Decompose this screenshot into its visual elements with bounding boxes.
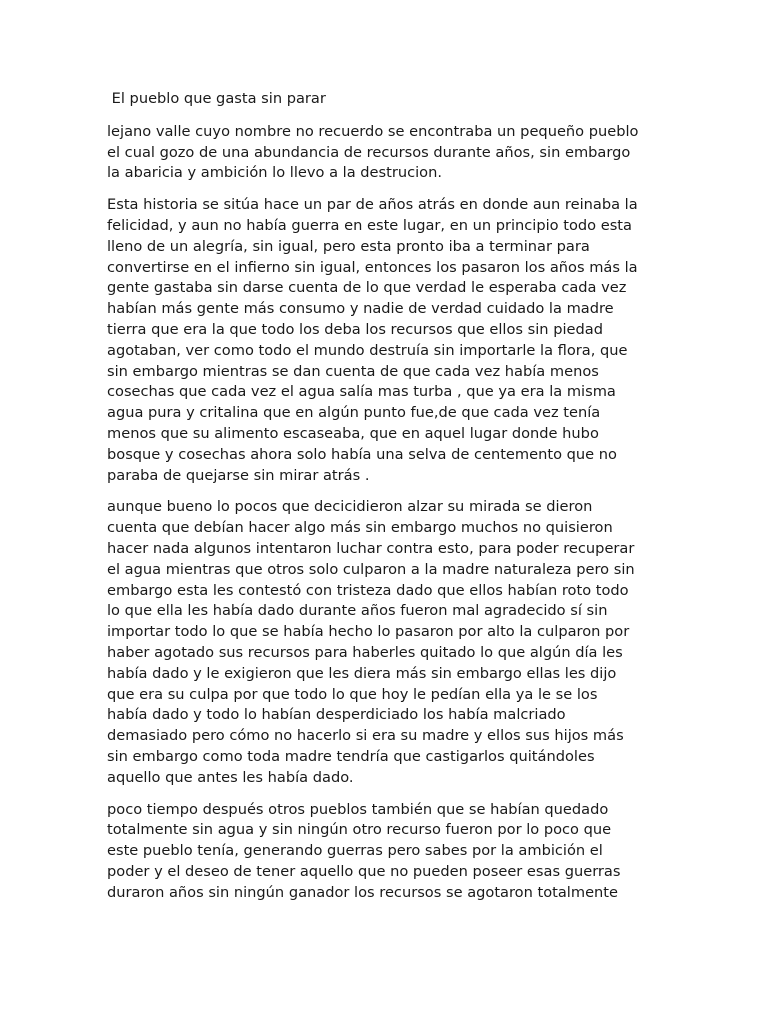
paragraph-story: Esta historia se sitúa hace un par de años atrás en donde aun reinaba la felicidad, y aun no había guerra en este lugar, en un principio todo esta lleno de un alegría, sin igual, pero esta pronto iba a terminar para convertirse en el infierno sin igual, entonces los pasaron los años más la gente gastaba sin darse cuenta de lo que verdad le esperaba cada vez habían más gente más consumo y nadie de verdad cuidado la madre tierra que era la que todo los deba los recursos que ellos sin piedad agotaban, ver como todo el mundo destruía sin importarle la flora, que sin embargo mientras se dan cuenta de que cada vez había menos cosechas que cada vez el agua salía mas turba , que ya era la misma agua pura y critalina que en algún punto fue,de que cada vez tenía menos que su alimento escaseaba, que en aquel lugar donde hubo bosque y cosechas ahora solo había una selva de centemento que no paraba de quejarse sin mirar atrás . (107, 196, 638, 484)
document-body (107, 89, 667, 914)
paragraph-intro: lejano valle cuyo nombre no recuerdo se encontraba un pequeño pueblo el cual gozo de una abundancia de recursos durante años, sin embargo la abaricia y ambición lo llevo a la destrucion. (107, 122, 639, 182)
paragraph-reaction: aunque bueno lo pocos que decicidieron alzar su mirada se dieron cuenta que debían hacer algo más sin embargo muchos no quisieron hacer nada algunos intentaron luchar contra esto, para poder recuperar el agua mientras que otros solo culparon a la madre naturaleza pero sin embargo esta les contestó con tristeza dado que ellos habían roto todo lo que ella les había dado durante años fueron mal agradecido sí sin importar todo lo que se había hecho lo pasaron por alto la culparon por haber agotado sus recursos para haberles quitado lo que algún día les había dado y le exigieron que les diera más sin embargo ellas les dijo que era su culpa por que todo lo que hoy le pedían ella ya le se los había dado y todo lo habían desperdiciado los había malcriado demasiado pero cómo no hacerlo si era su madre y ellos sus hijos más sin embargo como toda madre tendría que castigarlos quitándoles aquello que antes les había dado. (107, 498, 635, 786)
document-title: El pueblo que gasta sin parar (107, 90, 326, 107)
paragraph-war: poco tiempo después otros pueblos también que se habían quedado totalmente sin agua y sin ningún otro recurso fueron por lo poco que este pueblo tenía, generando guerras pero sabes por la ambición el poder y el deseo de tener aquello que no pueden poseer esas guerras duraron años sin ningún ganador los recursos se agotaron totalmente (107, 800, 621, 901)
